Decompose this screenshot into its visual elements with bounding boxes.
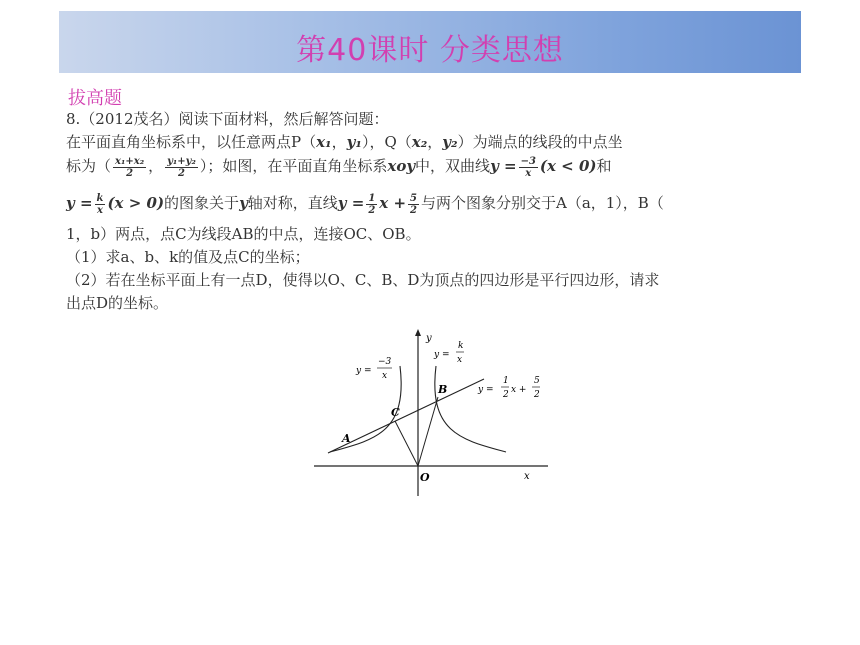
point-A-label: A <box>342 432 351 445</box>
problem-line-8: 出点D的坐标。 <box>66 294 169 312</box>
problem-line-5: 1，b）两点，点C为线段AB的中点，连接OC、OB。 <box>66 225 421 243</box>
text: 和 <box>596 157 612 175</box>
text: 与两个图象分别交于A（a，1），B（ <box>420 194 664 212</box>
math-y-eq: y = <box>490 157 517 175</box>
math-cond: (x > 0) <box>107 194 165 212</box>
title-banner <box>59 11 801 73</box>
line-label-x-plus: x + <box>511 385 527 395</box>
frac-den: 2 <box>126 167 134 179</box>
problem-line-7: （2）若在坐标平面上有一点D，使得以O、C、B、D为顶点的四边形是平行四边形，请求 <box>66 271 660 289</box>
math-y2: y₂ <box>442 133 458 151</box>
text: ， <box>148 157 164 175</box>
text: ， <box>331 133 347 151</box>
math-xoy: xoy <box>387 157 416 175</box>
five-halves-fraction <box>408 193 419 216</box>
problem-line-6: （1）求a、b、k的值及点C的坐标； <box>66 248 310 266</box>
page-title: 第40课时 分类思想 <box>296 33 564 68</box>
text: ）为端点的线段的中点坐 <box>457 133 623 151</box>
frac-den: x <box>97 204 103 216</box>
math-x-plus: x + <box>379 194 407 212</box>
segment-OB <box>418 397 438 466</box>
y-axis-label: y <box>426 333 432 344</box>
text: ， <box>427 133 443 151</box>
x-axis-label: x <box>524 471 530 482</box>
frac-den: x <box>525 167 532 179</box>
frac-num: 1 <box>368 192 376 204</box>
left-curve-label-y: y = <box>356 366 372 376</box>
problem-line-2 <box>66 131 623 152</box>
point-B-label: B <box>438 383 448 396</box>
math-cond: (x < 0) <box>539 157 597 175</box>
coordinate-figure <box>312 328 552 498</box>
neg3-over-x-fraction <box>519 156 538 179</box>
frac-num: 5 <box>410 192 417 204</box>
problem-line-1: 8.（2012茂名）阅读下面材料，然后解答问题： <box>66 110 389 128</box>
segment-OC <box>395 421 418 466</box>
frac-num: −3 <box>520 155 536 167</box>
text: 轴对称，直线 <box>247 194 338 212</box>
math-y1: y₁ <box>346 133 362 151</box>
line-label-n1: 1 <box>503 376 509 386</box>
math-x2: x₂ <box>411 133 428 151</box>
frac-den: 2 <box>177 167 185 179</box>
text: ），Q（ <box>361 133 412 151</box>
problem-line-4 <box>66 192 664 216</box>
k-over-x-fraction <box>95 193 106 216</box>
math-y-eq: y = <box>66 194 93 212</box>
frac-den: 2 <box>368 204 376 216</box>
math-x1: x₁ <box>316 133 332 151</box>
math-y: y <box>239 194 248 212</box>
hyperbola-right-branch <box>435 366 506 452</box>
frac-den: 2 <box>410 204 417 216</box>
midpoint-x-fraction <box>113 156 146 179</box>
math-y-eq: y = <box>337 194 365 212</box>
frac-num: k <box>96 192 104 204</box>
left-curve-label-num: −3 <box>378 357 392 367</box>
line-label-n2: 5 <box>534 376 540 386</box>
text: 的图象关于 <box>164 194 240 212</box>
y-axis-arrow <box>415 329 421 336</box>
right-curve-label-den: x <box>457 355 463 365</box>
section-label: 拔高题 <box>68 88 122 109</box>
half-fraction <box>366 193 377 216</box>
frac-num: x₁+x₂ <box>115 155 145 167</box>
point-C-label: C <box>391 406 400 419</box>
midpoint-y-fraction <box>165 156 198 179</box>
text: 在平面直角坐标系中，以任意两点P（ <box>66 133 317 151</box>
right-curve-label-num: k <box>458 341 464 351</box>
text: 标为（ <box>66 157 112 175</box>
line-label-d1: 2 <box>503 390 509 400</box>
line-label-y: y = <box>478 385 494 395</box>
problem-line-3 <box>66 155 612 179</box>
origin-label: O <box>420 471 430 484</box>
left-curve-label-den: x <box>382 371 388 381</box>
frac-num: y₁+y₂ <box>167 155 196 167</box>
text: ）；如图，在平面直角坐标系 <box>199 157 388 175</box>
text: 中，双曲线 <box>415 157 491 175</box>
right-curve-label-y: y = <box>434 350 450 360</box>
line-label-d2: 2 <box>534 390 540 400</box>
